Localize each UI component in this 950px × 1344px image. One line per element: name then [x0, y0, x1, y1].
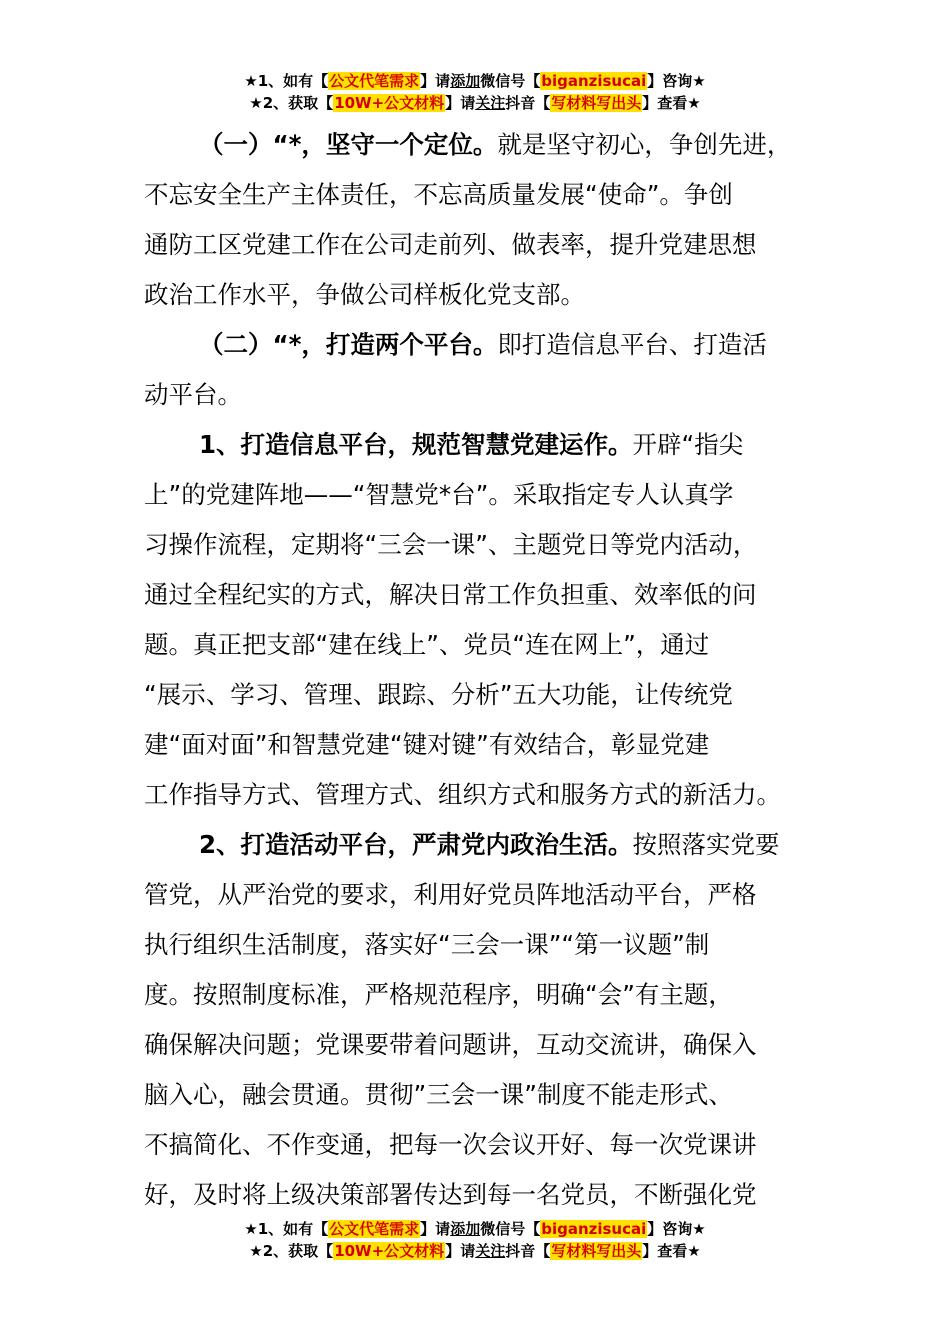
banner-line-2 — [0, 1240, 950, 1262]
banner-highlight: 写材料写出头 — [551, 94, 642, 112]
banner-text: 】请 — [420, 1220, 451, 1238]
banner-text: 微信号【 — [480, 72, 541, 90]
banner-text: 】咨询★ — [647, 72, 706, 90]
text-line — [144, 820, 824, 870]
banner-underline: 关注 — [475, 1242, 506, 1260]
banner-line-2 — [0, 92, 950, 114]
banner-underline: 关注 — [475, 94, 506, 112]
banner-text: ★1、如有【 — [244, 72, 329, 90]
banner-highlight: 10W+公文材料 — [334, 94, 445, 112]
body-text: 按照落实党要 — [632, 830, 780, 859]
text-line: 度。按照制度标准，严格规范程序，明确“会”有主题， — [144, 980, 733, 1009]
banner-highlight: 10W+公文材料 — [334, 1242, 445, 1260]
banner-text: 】查看★ — [642, 94, 701, 112]
text-line: 上”的党建阵地——“智慧党*台”。采取指定专人认真学 — [144, 480, 734, 509]
banner-text: 】咨询★ — [647, 1220, 706, 1238]
text-line: 通防工区党建工作在公司走前列、做表率，提升党建思想 — [144, 230, 757, 259]
text-line: “展示、学习、管理、跟踪、分析”五大功能，让传统党 — [144, 680, 733, 709]
paragraph-1 — [144, 120, 824, 320]
text-line: 执行组织生活制度，落实好“三会一课”“第一议题”制 — [144, 930, 710, 959]
paragraph-heading: （一）“*，坚守一个定位。 — [199, 130, 498, 159]
banner-text: ★1、如有【 — [244, 1220, 329, 1238]
text-line: 不搞简化、不作变通，把每一次会议开好、每一次党课讲 — [144, 1130, 757, 1159]
paragraph-4 — [144, 820, 824, 1220]
banner-highlight: 公文代笔需求 — [329, 72, 420, 90]
text-line: 政治工作水平，争做公司样板化党支部。 — [144, 280, 585, 309]
banner-text: 抖音【 — [505, 94, 551, 112]
paragraph-heading: 1、打造信息平台，规范智慧党建运作。 — [199, 430, 633, 459]
text-line: 管党，从严治党的要求，利用好党员阵地活动平台，严格 — [144, 880, 757, 909]
bottom-banner — [0, 1218, 950, 1262]
text-line: 确保解决问题；党课要带着问题讲，互动交流讲，确保入 — [144, 1030, 757, 1059]
banner-text: 】请 — [445, 94, 476, 112]
text-line: 好，及时将上级决策部署传达到每一名党员，不断强化党 — [144, 1180, 757, 1209]
banner-text: 微信号【 — [480, 1220, 541, 1238]
paragraph-heading: （二）“*，打造两个平台。 — [199, 330, 498, 359]
banner-text: 】请 — [420, 72, 451, 90]
text-line: 通过全程纪实的方式，解决日常工作负担重、效率低的问 — [144, 580, 757, 609]
banner-text: 抖音【 — [505, 1242, 551, 1260]
banner-text: ★2、获取【 — [249, 94, 334, 112]
text-line — [144, 320, 824, 370]
document-body — [144, 120, 824, 1220]
text-line: 题。真正把支部“建在线上”、党员“连在网上”，通过 — [144, 630, 710, 659]
text-line: 习操作流程，定期将“三会一课”、主题党日等党内活动， — [144, 530, 758, 559]
paragraph-2 — [144, 320, 824, 420]
text-line: 不忘安全生产主体责任，不忘高质量发展“使命”。争创 — [144, 180, 733, 209]
text-line — [144, 420, 824, 470]
body-text: 就是坚守初心，争创先进， — [497, 130, 792, 159]
text-line: 工作指导方式、管理方式、组织方式和服务方式的新活力。 — [144, 780, 781, 809]
banner-underline: 添加 — [450, 72, 481, 90]
paragraph-heading: 2、打造活动平台，严肃党内政治生活。 — [199, 830, 633, 859]
banner-highlight: biganzisucai — [541, 72, 647, 90]
banner-highlight: 写材料写出头 — [551, 1242, 642, 1260]
banner-underline: 添加 — [450, 1220, 481, 1238]
body-text: 开辟“指尖 — [632, 430, 744, 459]
paragraph-3 — [144, 420, 824, 820]
text-line: 动平台。 — [144, 380, 242, 409]
body-text: 即打造信息平台、打造活 — [497, 330, 767, 359]
top-banner — [0, 70, 950, 114]
text-line: 建“面对面”和智慧党建“键对键”有效结合，彰显党建 — [144, 730, 710, 759]
banner-highlight: 公文代笔需求 — [329, 1220, 420, 1238]
banner-text: ★2、获取【 — [249, 1242, 334, 1260]
banner-line-1 — [0, 1218, 950, 1240]
banner-highlight: biganzisucai — [541, 1220, 647, 1238]
text-line: 脑入心，融会贯通。贯彻”三会一课”制度不能走形式、 — [144, 1080, 733, 1109]
banner-text: 】查看★ — [642, 1242, 701, 1260]
banner-line-1 — [0, 70, 950, 92]
banner-text: 】请 — [445, 1242, 476, 1260]
text-line — [144, 120, 824, 170]
